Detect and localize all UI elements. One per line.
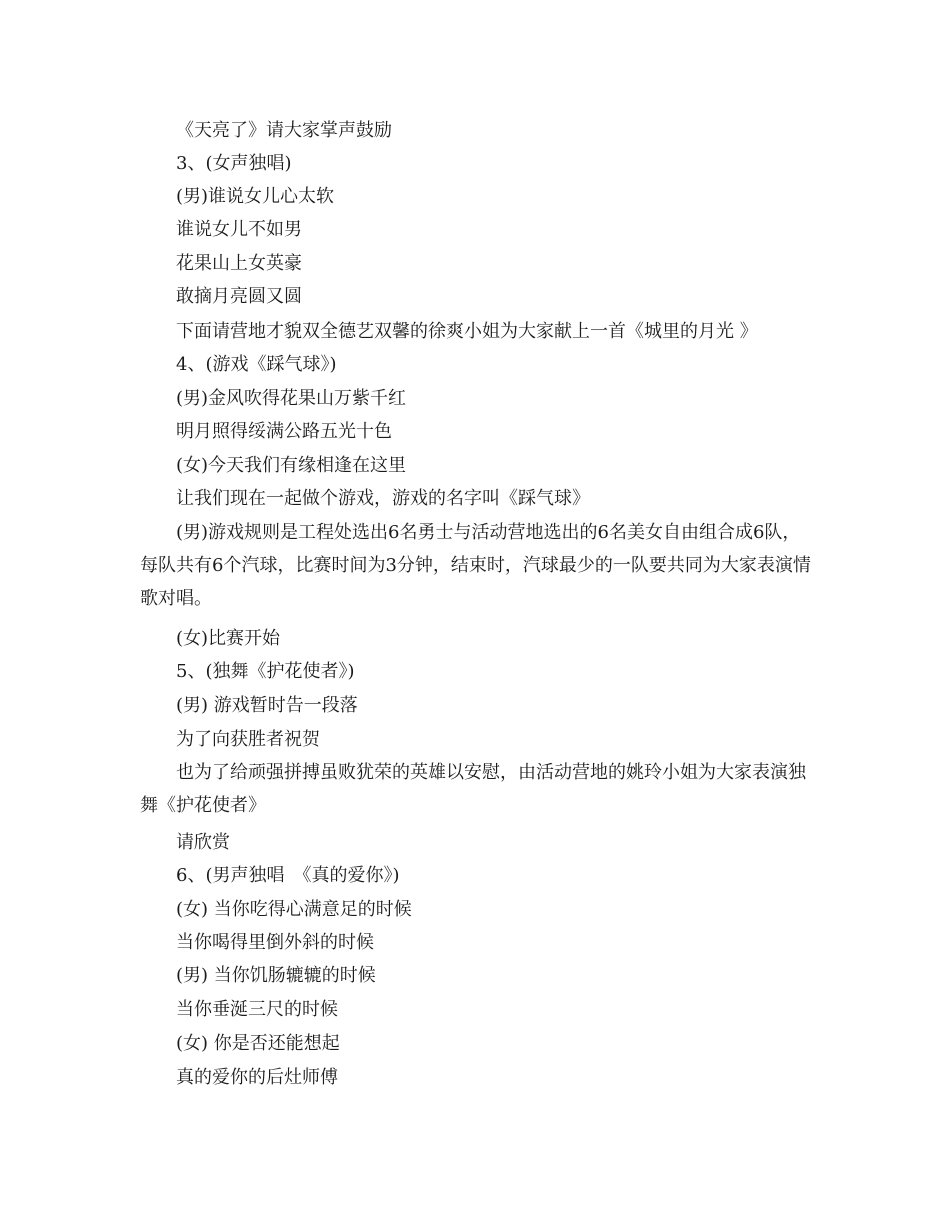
text-line: (女)比赛开始 <box>176 628 281 649</box>
text-line: 请欣赏 <box>176 832 230 853</box>
text-line: 花果山上女英豪 <box>176 253 302 274</box>
text-line: 为了向获胜者祝贺 <box>176 729 320 750</box>
text-line: 让我们现在一起做个游戏，游戏的名字叫《踩气球》 <box>176 488 590 509</box>
text-line: (女)今天我们有缘相逢在这里 <box>176 455 407 476</box>
text-line: 《天亮了》请大家掌声鼓励 <box>176 120 392 141</box>
text-line: 明月照得绥满公路五光十色 <box>176 421 392 442</box>
text-line: (女) 你是否还能想起 <box>176 1033 340 1054</box>
text-line: 当你垂涎三尺的时候 <box>176 999 338 1020</box>
section-heading: 4、(游戏《踩气球》) <box>176 354 337 375</box>
text-line: 当你喝得里倒外斜的时候 <box>176 932 374 953</box>
text-line: (男) 游戏暂时告一段落 <box>176 695 358 716</box>
section-heading: 3、(女声独唱) <box>176 153 292 174</box>
text-line: 敢摘月亮圆又圆 <box>176 286 302 307</box>
paragraph-dance: 也为了给顽强拼搏虽败犹荣的英雄以安慰，由活动营地的姚玲小姐为大家表演独舞《护花使者》 <box>140 762 806 816</box>
text-line: (女) 当你吃得心满意足的时候 <box>176 899 412 920</box>
text-line: (男)金风吹得花果山万紫千红 <box>176 388 407 409</box>
paragraph-rules: (男)游戏规则是工程处选出6名勇士与活动营地选出的6名美女自由组合成6队，每队共有6个汽球，比赛时间为3分钟，结束时，汽球最少的一队要共同为大家表演情歌对唱。 <box>140 522 811 609</box>
text-line: 下面请营地才貌双全德艺双馨的徐爽小姐为大家献上一首《城里的月光 》 <box>176 321 758 342</box>
text-line: 谁说女儿不如男 <box>176 219 302 240</box>
section-heading: 5、(独舞《护花使者》) <box>176 661 355 682</box>
text-line: 真的爱你的后灶师傅 <box>176 1067 338 1088</box>
text-line: (男) 当你饥肠辘辘的时候 <box>176 965 376 986</box>
text-line: (男)谁说女儿心太软 <box>176 186 335 207</box>
section-heading: 6、(男声独唱 《真的爱你》) <box>176 865 400 886</box>
